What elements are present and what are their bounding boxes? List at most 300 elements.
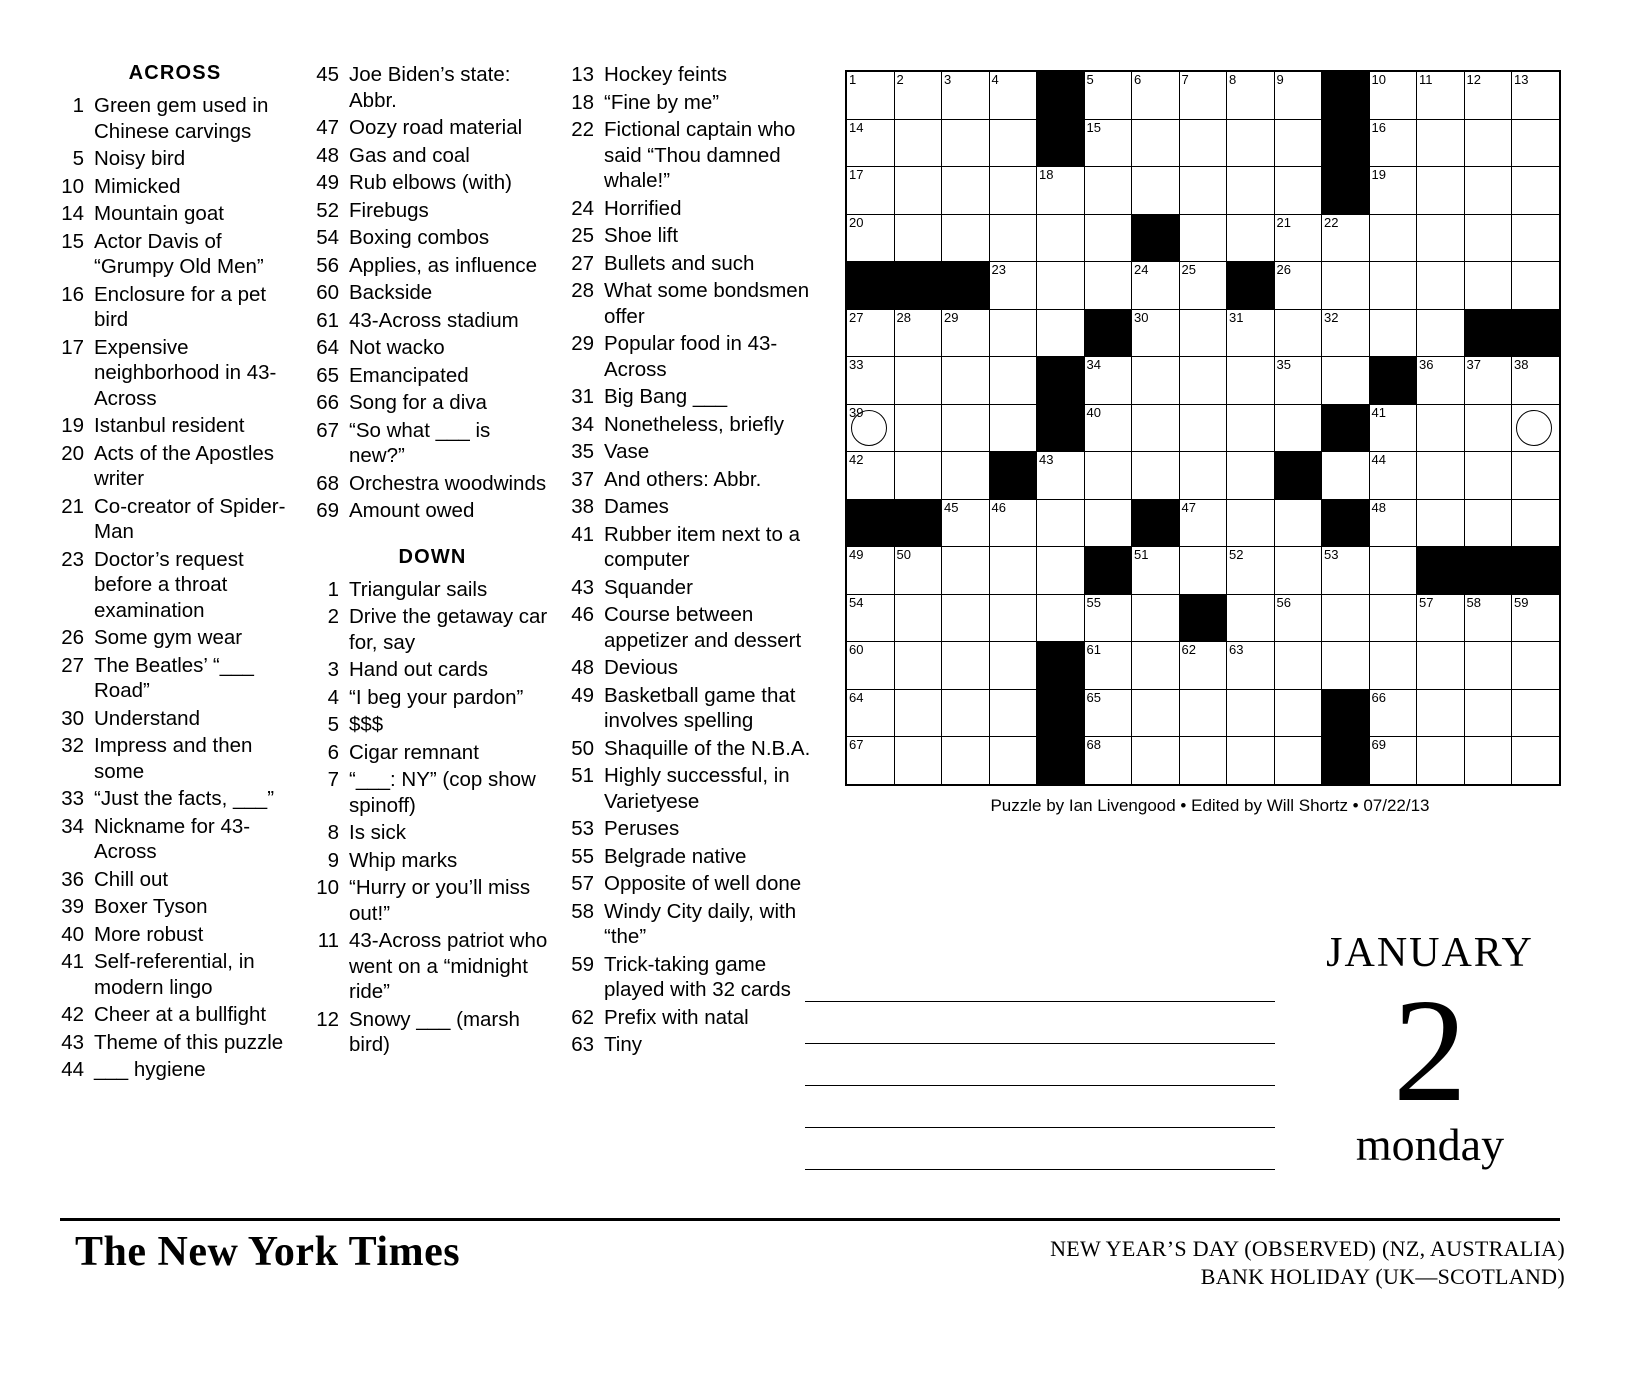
grid-cell[interactable] (942, 737, 990, 785)
grid-cell[interactable] (1464, 404, 1512, 452)
grid-cell-number: 6 (1134, 72, 1142, 87)
clue-item[interactable] (570, 736, 820, 762)
grid-cell[interactable] (1132, 119, 1180, 167)
grid-cell[interactable] (1464, 642, 1512, 690)
clue-item[interactable] (315, 143, 550, 169)
grid-cell[interactable] (1227, 309, 1275, 357)
grid-cell[interactable] (894, 594, 942, 642)
grid-cell[interactable] (1512, 262, 1560, 310)
grid-cell[interactable] (1084, 167, 1132, 215)
grid-cell[interactable] (942, 167, 990, 215)
nyt-masthead: The New York Times (75, 1229, 461, 1275)
grid-cell[interactable] (1132, 71, 1180, 119)
grid-cell[interactable] (942, 119, 990, 167)
grid-cell[interactable] (1227, 594, 1275, 642)
grid-cell[interactable] (1417, 262, 1465, 310)
clue-item[interactable] (60, 949, 290, 1000)
grid-cell[interactable] (1369, 642, 1417, 690)
clue-item[interactable] (570, 952, 820, 1003)
grid-cell[interactable] (989, 642, 1037, 690)
grid-cell[interactable] (894, 547, 942, 595)
grid-cell[interactable] (1464, 499, 1512, 547)
clue-item[interactable] (60, 174, 290, 200)
clue-item[interactable] (315, 363, 550, 389)
grid-cell[interactable] (1274, 499, 1322, 547)
grid-cell[interactable] (1512, 119, 1560, 167)
grid-cell[interactable] (1084, 737, 1132, 785)
clue-number: 25 (571, 224, 594, 247)
grid-cell[interactable] (1132, 357, 1180, 405)
clue-item[interactable] (570, 522, 820, 573)
grid-cell[interactable] (894, 452, 942, 500)
grid-cell[interactable] (894, 119, 942, 167)
clue-item[interactable] (60, 335, 290, 412)
clue-item[interactable] (315, 657, 550, 683)
grid-cell[interactable] (1322, 642, 1370, 690)
clue-item[interactable] (60, 229, 290, 280)
grid-cell[interactable] (1179, 262, 1227, 310)
grid-cell-number: 22 (1324, 214, 1339, 230)
grid-cell[interactable] (1132, 689, 1180, 737)
clue-item[interactable] (315, 390, 550, 416)
grid-cell[interactable] (1417, 404, 1465, 452)
grid-cell[interactable] (1132, 262, 1180, 310)
grid-cell[interactable] (1322, 214, 1370, 262)
grid-cell[interactable] (989, 71, 1037, 119)
clue-item[interactable] (60, 733, 290, 784)
grid-cell[interactable] (1417, 357, 1465, 405)
grid-cell-number: 58 (1466, 594, 1481, 610)
clue-item[interactable] (570, 871, 820, 897)
clue-item[interactable] (60, 1057, 290, 1083)
clue-item[interactable] (570, 117, 820, 194)
grid-cell[interactable] (1464, 119, 1512, 167)
grid-cell[interactable] (989, 404, 1037, 452)
clue-item[interactable] (60, 786, 290, 812)
clue-number: 6 (327, 740, 339, 764)
grid-cell[interactable] (1369, 309, 1417, 357)
note-line[interactable] (805, 1128, 1275, 1170)
grid-cell[interactable] (1417, 737, 1465, 785)
clue-item[interactable] (315, 928, 550, 1005)
grid-cell[interactable] (1322, 452, 1370, 500)
grid-cell[interactable] (1227, 404, 1275, 452)
grid-cell[interactable] (989, 499, 1037, 547)
clue-item[interactable] (60, 894, 290, 920)
grid-cell[interactable] (1464, 689, 1512, 737)
grid-cell[interactable] (1084, 642, 1132, 690)
grid-cell[interactable] (1227, 642, 1275, 690)
grid-cell[interactable] (846, 594, 894, 642)
grid-cell[interactable] (894, 404, 942, 452)
grid-cell[interactable] (1512, 689, 1560, 737)
grid-cell[interactable] (1084, 689, 1132, 737)
grid-cell[interactable] (1322, 594, 1370, 642)
grid-cell[interactable] (1179, 71, 1227, 119)
grid-cell[interactable] (942, 309, 990, 357)
grid-cell[interactable] (1274, 309, 1322, 357)
clue-item[interactable] (570, 90, 820, 116)
clue-item[interactable] (315, 604, 550, 655)
grid-cell[interactable] (1369, 594, 1417, 642)
grid-cell[interactable] (1274, 404, 1322, 452)
grid-cell[interactable] (1512, 452, 1560, 500)
clue-text: Some gym wear (94, 626, 243, 649)
clue-item[interactable] (315, 848, 550, 874)
grid-cell[interactable] (1084, 214, 1132, 262)
grid-cell[interactable] (894, 357, 942, 405)
grid-cell[interactable] (1464, 594, 1512, 642)
clue-item[interactable] (570, 196, 820, 222)
grid-cell[interactable] (1369, 452, 1417, 500)
grid-cell[interactable] (989, 547, 1037, 595)
grid-cell[interactable] (989, 167, 1037, 215)
grid-cell[interactable] (1464, 452, 1512, 500)
grid-cell[interactable] (1369, 499, 1417, 547)
clue-item[interactable] (315, 1007, 550, 1058)
grid-row (846, 594, 1560, 642)
grid-cell[interactable] (942, 689, 990, 737)
grid-cell[interactable] (1132, 594, 1180, 642)
grid-cell[interactable] (1227, 119, 1275, 167)
clue-item[interactable] (570, 683, 820, 734)
grid-cell[interactable] (1037, 594, 1085, 642)
note-line[interactable] (805, 1044, 1275, 1086)
grid-cell[interactable] (1369, 262, 1417, 310)
grid-cell[interactable] (1417, 119, 1465, 167)
grid-cell[interactable] (894, 689, 942, 737)
clue-item[interactable] (570, 251, 820, 277)
grid-cell[interactable] (942, 214, 990, 262)
grid-cell[interactable] (1179, 642, 1227, 690)
clue-item[interactable] (315, 198, 550, 224)
crossword-grid[interactable] (845, 70, 1561, 786)
grid-cell[interactable] (1369, 737, 1417, 785)
grid-cell[interactable] (1132, 547, 1180, 595)
grid-cell[interactable] (1512, 71, 1560, 119)
grid-cell[interactable] (1512, 357, 1560, 405)
grid-cell[interactable] (1274, 642, 1322, 690)
clue-item[interactable] (315, 225, 550, 251)
note-line[interactable] (805, 1002, 1275, 1044)
clue-item[interactable] (60, 201, 290, 227)
grid-cell[interactable] (942, 499, 990, 547)
clue-item[interactable] (570, 816, 820, 842)
clue-number: 36 (61, 867, 84, 891)
clue-item[interactable] (315, 875, 550, 926)
clue-item[interactable] (570, 331, 820, 382)
grid-cell[interactable] (1037, 499, 1085, 547)
clue-item[interactable] (570, 575, 820, 601)
clue-item[interactable] (60, 441, 290, 492)
grid-cell[interactable] (1274, 214, 1322, 262)
grid-cell[interactable] (894, 642, 942, 690)
grid-cell[interactable] (1132, 404, 1180, 452)
clue-text: 43-Across patriot who went on a “midnight ride” (349, 929, 548, 1003)
grid-cell[interactable] (1132, 642, 1180, 690)
grid-cell[interactable] (1084, 119, 1132, 167)
clue-number: 7 (327, 768, 339, 791)
grid-cell[interactable] (1512, 642, 1560, 690)
grid-cell[interactable] (1227, 499, 1275, 547)
grid-cell[interactable] (1037, 547, 1085, 595)
grid-cell[interactable] (1274, 737, 1322, 785)
grid-cell[interactable] (1464, 737, 1512, 785)
grid-cell[interactable] (989, 737, 1037, 785)
grid-cell-number: 2 (896, 72, 904, 87)
grid-cell[interactable] (989, 309, 1037, 357)
grid-cell[interactable] (1464, 214, 1512, 262)
grid-cell[interactable] (1417, 499, 1465, 547)
grid-cell[interactable] (989, 357, 1037, 405)
grid-cell[interactable] (1322, 357, 1370, 405)
grid-cell[interactable] (1037, 262, 1085, 310)
grid-cell[interactable] (942, 404, 990, 452)
clue-item[interactable] (315, 308, 550, 334)
clue-item[interactable] (60, 494, 290, 545)
grid-cell[interactable] (1037, 214, 1085, 262)
clue-number: 34 (571, 412, 594, 436)
grid-cell[interactable] (1464, 71, 1512, 119)
clue-item[interactable] (315, 170, 550, 196)
grid-cell[interactable] (989, 594, 1037, 642)
grid-cell[interactable] (846, 214, 894, 262)
grid-cell[interactable] (1227, 357, 1275, 405)
grid-cell[interactable] (1369, 167, 1417, 215)
grid-cell[interactable] (1417, 309, 1465, 357)
clue-item[interactable] (315, 712, 550, 738)
grid-cell[interactable] (1132, 737, 1180, 785)
clue-item[interactable] (570, 223, 820, 249)
clue-item[interactable] (570, 494, 820, 520)
grid-cell[interactable] (1179, 737, 1227, 785)
clue-item[interactable] (315, 280, 550, 306)
clue-item[interactable] (60, 625, 290, 651)
clue-item[interactable] (315, 685, 550, 711)
clue-item[interactable] (60, 814, 290, 865)
grid-cell-number: 52 (1229, 547, 1244, 562)
grid-cell[interactable] (1179, 309, 1227, 357)
clue-item[interactable] (60, 547, 290, 624)
grid-cell[interactable] (1179, 167, 1227, 215)
grid-cell[interactable] (1274, 689, 1322, 737)
grid-cell[interactable] (1369, 71, 1417, 119)
clue-item[interactable] (315, 767, 550, 818)
grid-cell[interactable] (1464, 357, 1512, 405)
clue-item[interactable] (570, 655, 820, 681)
grid-cell[interactable] (989, 214, 1037, 262)
clue-item[interactable] (60, 146, 290, 172)
clue-item[interactable] (570, 1005, 820, 1031)
grid-cell[interactable] (846, 737, 894, 785)
grid-cell[interactable] (1369, 214, 1417, 262)
grid-cell[interactable] (1084, 594, 1132, 642)
grid-cell[interactable] (1417, 167, 1465, 215)
grid-cell[interactable] (1179, 119, 1227, 167)
grid-cell[interactable] (942, 594, 990, 642)
grid-cell[interactable] (1417, 689, 1465, 737)
clue-item[interactable] (60, 706, 290, 732)
grid-cell[interactable] (989, 262, 1037, 310)
grid-cell[interactable] (1274, 71, 1322, 119)
grid-cell[interactable] (1274, 594, 1322, 642)
grid-cell[interactable] (1227, 71, 1275, 119)
grid-cell[interactable] (1274, 262, 1322, 310)
clue-text: Dames (604, 495, 669, 518)
grid-cell[interactable] (1274, 547, 1322, 595)
clue-item[interactable] (315, 62, 550, 113)
grid-cell[interactable] (1512, 167, 1560, 215)
grid-cell[interactable] (942, 452, 990, 500)
clue-item[interactable] (570, 439, 820, 465)
grid-cell[interactable] (1084, 452, 1132, 500)
grid-cell[interactable] (1084, 357, 1132, 405)
grid-cell[interactable] (1179, 452, 1227, 500)
grid-cell[interactable] (1274, 357, 1322, 405)
clue-item[interactable] (570, 899, 820, 950)
grid-cell[interactable] (846, 642, 894, 690)
grid-cell[interactable] (1132, 309, 1180, 357)
clue-item[interactable] (60, 93, 290, 144)
grid-cell[interactable] (846, 452, 894, 500)
grid-cell[interactable] (1464, 167, 1512, 215)
clue-item[interactable] (570, 602, 820, 653)
clue-item[interactable] (315, 498, 550, 524)
grid-cell[interactable] (1512, 214, 1560, 262)
grid-cell[interactable] (942, 642, 990, 690)
clue-item[interactable] (60, 653, 290, 704)
grid-cell[interactable] (1179, 499, 1227, 547)
grid-cell[interactable] (1227, 167, 1275, 215)
grid-cell[interactable] (1274, 167, 1322, 215)
grid-cell[interactable] (1369, 404, 1417, 452)
clue-item[interactable] (60, 282, 290, 333)
clue-item[interactable] (315, 253, 550, 279)
grid-cell[interactable] (1274, 119, 1322, 167)
grid-cell[interactable] (894, 167, 942, 215)
clue-item[interactable] (570, 763, 820, 814)
grid-cell[interactable] (894, 71, 942, 119)
clue-text: Big Bang ___ (604, 385, 728, 408)
grid-cell[interactable] (894, 214, 942, 262)
grid-cell[interactable] (1227, 452, 1275, 500)
grid-cell[interactable] (1037, 167, 1085, 215)
clue-item[interactable] (570, 467, 820, 493)
grid-cell[interactable] (1417, 452, 1465, 500)
grid-cell[interactable] (1227, 689, 1275, 737)
grid-cell[interactable] (1369, 547, 1417, 595)
clue-item[interactable] (60, 1030, 290, 1056)
grid-cell[interactable] (846, 357, 894, 405)
clue-item[interactable] (60, 1002, 290, 1028)
grid-cell[interactable] (846, 547, 894, 595)
grid-cell[interactable] (1512, 499, 1560, 547)
clue-number: 11 (317, 929, 339, 952)
note-line[interactable] (805, 960, 1275, 1002)
clue-item[interactable] (570, 62, 820, 88)
grid-cell[interactable] (1322, 262, 1370, 310)
grid-cell[interactable] (894, 309, 942, 357)
clue-item[interactable] (570, 412, 820, 438)
clue-item[interactable] (315, 115, 550, 141)
grid-cell[interactable] (846, 404, 894, 452)
grid-cell[interactable] (1037, 452, 1085, 500)
grid-cell[interactable] (1084, 404, 1132, 452)
grid-cell[interactable] (1179, 689, 1227, 737)
grid-cell[interactable] (1179, 357, 1227, 405)
grid-cell[interactable] (989, 119, 1037, 167)
grid-cell-block (1322, 689, 1370, 737)
grid-cell[interactable] (1512, 404, 1560, 452)
clue-item[interactable] (315, 740, 550, 766)
grid-cell[interactable] (1512, 737, 1560, 785)
clue-text: Boxer Tyson (94, 895, 208, 918)
grid-cell[interactable] (1369, 119, 1417, 167)
clue-item[interactable] (570, 278, 820, 329)
grid-cell[interactable] (1417, 214, 1465, 262)
grid-cell[interactable] (1369, 689, 1417, 737)
grid-cell[interactable] (1417, 71, 1465, 119)
grid-cell[interactable] (894, 737, 942, 785)
grid-cell[interactable] (1084, 71, 1132, 119)
note-line[interactable] (805, 1086, 1275, 1128)
grid-cell[interactable] (1417, 642, 1465, 690)
clue-item[interactable] (570, 844, 820, 870)
clue-item[interactable] (315, 577, 550, 603)
grid-cell[interactable] (1417, 594, 1465, 642)
grid-cell[interactable] (846, 71, 894, 119)
grid-cell[interactable] (1512, 594, 1560, 642)
grid-cell[interactable] (1084, 499, 1132, 547)
holiday-notes (1050, 1235, 1565, 1291)
grid-cell[interactable] (1132, 452, 1180, 500)
grid-cell[interactable] (1322, 547, 1370, 595)
grid-cell[interactable] (1227, 737, 1275, 785)
grid-cell[interactable] (1179, 404, 1227, 452)
clue-number: 57 (571, 872, 594, 895)
clue-item[interactable] (60, 413, 290, 439)
grid-cell[interactable] (1037, 309, 1085, 357)
clue-item[interactable] (60, 922, 290, 948)
grid-cell[interactable] (1322, 309, 1370, 357)
grid-cell[interactable] (1227, 547, 1275, 595)
grid-cell[interactable] (989, 689, 1037, 737)
grid-cell[interactable] (942, 357, 990, 405)
grid-cell[interactable] (1084, 262, 1132, 310)
clue-item[interactable] (60, 867, 290, 893)
grid-cell[interactable] (942, 547, 990, 595)
clue-item[interactable] (315, 471, 550, 497)
clue-number: 37 (571, 467, 594, 491)
clue-item[interactable] (570, 384, 820, 410)
grid-cell[interactable] (846, 689, 894, 737)
clue-item[interactable] (315, 418, 550, 469)
grid-cell[interactable] (846, 167, 894, 215)
grid-cell[interactable] (1179, 547, 1227, 595)
grid-cell[interactable] (942, 71, 990, 119)
clue-item[interactable] (570, 1032, 820, 1058)
grid-cell[interactable] (846, 309, 894, 357)
clue-number: 58 (571, 899, 594, 923)
grid-cell[interactable] (1179, 214, 1227, 262)
grid-cell-block (1322, 167, 1370, 215)
grid-cell[interactable] (1227, 214, 1275, 262)
grid-cell[interactable] (1132, 167, 1180, 215)
clue-item[interactable] (315, 335, 550, 361)
clue-item[interactable] (315, 820, 550, 846)
grid-cell[interactable] (846, 119, 894, 167)
grid-cell[interactable] (1464, 262, 1512, 310)
